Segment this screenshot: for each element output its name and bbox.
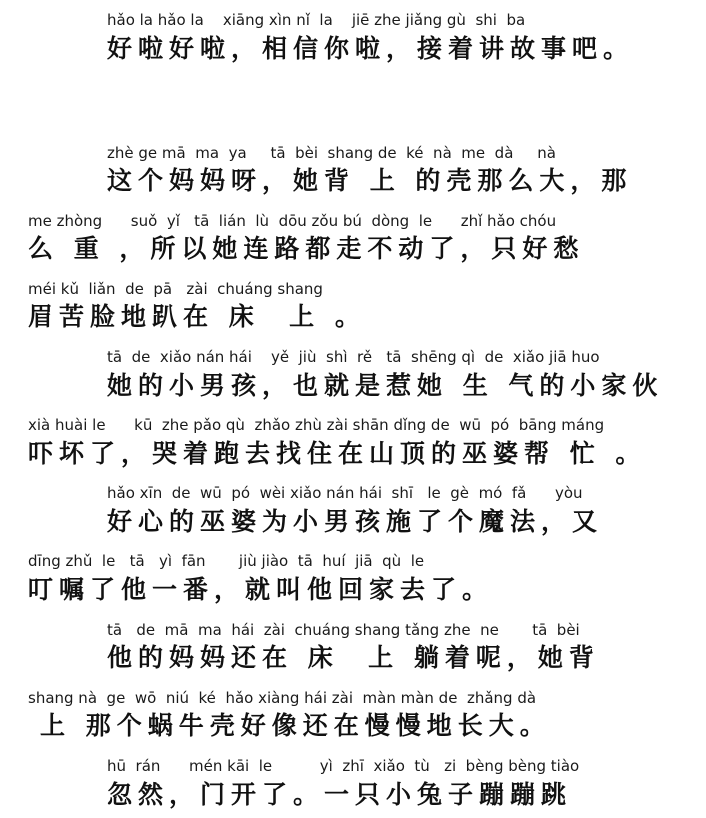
text-line-11: 忽然，门开了。一只小兔子蹦蹦跳 — [107, 780, 573, 809]
pinyin-line-7: hǎo xīn de wū pó wèi xiǎo nán hái shī le gè mó fǎ yòu — [107, 484, 583, 502]
text-line-3: 么 重 ，所以她连路都走不动了，只好愁 — [28, 234, 585, 263]
text-line-6: 吓坏了，哭着跑去找住在山顶的巫婆帮 忙 。 — [28, 439, 647, 468]
pinyin-line-11: hū rán mén kāi le yì zhī xiǎo tù zi bèng bèng tiào — [107, 757, 580, 775]
pinyin-line-4: méi kǔ liǎn de pā zài chuáng shang — [28, 280, 323, 298]
text-line-8: 叮嘱了他一番，就叫他回家去了。 — [28, 575, 494, 604]
pinyin-line-3: me zhòng suǒ yǐ tā lián lù dōu zǒu bú dòng le zhǐ hǎo chóu — [28, 212, 557, 230]
pinyin-line-8: dīng zhǔ le tā yì fān jiù jiào tā huí jiā qù le — [28, 552, 425, 570]
pinyin-line-1: hǎo la hǎo la xiāng xìn nǐ la jiē zhe jiǎng gù shi ba — [107, 11, 526, 29]
pinyin-line-6: xià huài le kū zhe pǎo qù zhǎo zhù zài shān dǐng de wū pó bāng máng — [28, 416, 605, 434]
text-line-9: 他的妈妈还在 床 上 躺着呢，她背 — [107, 643, 600, 672]
text-line-7: 好心的巫婆为小男孩施了个魔法，又 — [107, 507, 604, 536]
pinyin-line-9: tā de mā ma hái zài chuáng shang tǎng zhe ne tā bèi — [107, 621, 580, 639]
text-line-1: 好啦好啦，相信你啦，接着讲故事吧。 — [107, 34, 635, 63]
text-line-4: 眉苦脸地趴在 床 上 。 — [28, 302, 366, 331]
pinyin-line-10: shang nà ge wō niú ké hǎo xiàng hái zài màn màn de zhǎng dà — [28, 689, 537, 707]
pinyin-line-2: zhè ge mā ma ya tā bèi shang de ké nà me dà nà — [107, 144, 556, 162]
pinyin-line-5: tā de xiǎo nán hái yě jiù shì rě tā shēng qì de xiǎo jiā huo — [107, 348, 600, 366]
text-line-2: 这个妈妈呀，她背 上 的壳那么大，那 — [107, 166, 633, 195]
text-line-5: 她的小男孩，也就是惹她 生 气的小家伙 — [107, 371, 664, 400]
text-line-10: 上 那个蜗牛壳好像还在慢慢地长大。 — [40, 711, 551, 740]
